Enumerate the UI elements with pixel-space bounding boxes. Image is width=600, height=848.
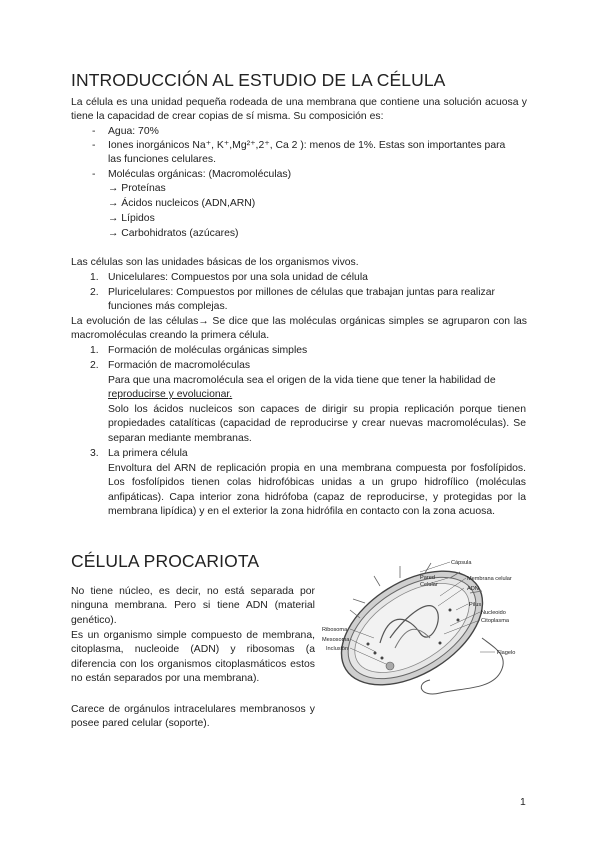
cell-body-drawing <box>321 548 503 706</box>
step-3-text: Envoltura del ARN de replicación propia en una membrana compuesta por fosfolípidos. Los fosfolípidos tienen colas hidrofóbicas unidas a un grupo hidrofílico (moléculas anfipáticas). Capa interior zona hidrófoba (capaz de reproducirse, y protegidas por la membrana lipídica) y en el exterior la zona hidrófila en contacto con la zona acuosa. <box>108 463 526 517</box>
label-pared: Pared <box>420 575 435 581</box>
label-flagelo: Flagelo <box>497 650 516 656</box>
prokaryotic-cell-diagram <box>320 548 530 706</box>
intro-paragraph: La célula es una unidad pequeña rodeada de una membrana que contiene una solución acuosa y tiene la capacidad de crear copias de sí misma. Su composición es: <box>71 97 527 123</box>
label-citoplasma: Citoplasma <box>481 618 509 624</box>
macromolecule-item: → Ácidos nucleicos (ADN,ARN) <box>108 198 256 209</box>
composition-iones-line2: las funciones celulares. <box>108 154 217 165</box>
label-nucleoido: Nucleoido <box>481 610 506 616</box>
dash-bullet: - <box>92 126 96 137</box>
list-number: 3. <box>90 448 99 459</box>
step-2-text-c: Solo los ácidos nucleicos son capaces de dirigir su propia replicación porque tienen propiedades catalíticas (capacidad de reproducirse y crear nuevas macromoléculas). Se separan mediante membranas. <box>108 404 526 444</box>
page-number: 1 <box>520 797 526 808</box>
list-number: 1. <box>90 272 99 283</box>
label-capsula: Cápsula <box>451 560 472 566</box>
macromolecule-item: → Lípidos <box>108 213 155 224</box>
macromolecule-item: → Carbohidratos (azúcares) <box>108 228 239 239</box>
units-pluricelulares-line1: Pluricelulares: Compuestos por millones de células que trabajan juntas para realizar <box>108 287 495 298</box>
step-3: La primera célula <box>108 448 188 459</box>
composition-agua: Agua: 70% <box>108 126 159 137</box>
units-intro: Las células son las unidades básicas de los organismos vivos. <box>71 257 359 268</box>
list-number: 2. <box>90 287 99 298</box>
page-title: INTRODUCCIÓN AL ESTUDIO DE LA CÉLULA <box>71 70 446 90</box>
prok-paragraph-1: No tiene núcleo, es decir, no está separada por ninguna membrana. Pero si tiene ADN (material genético). <box>71 586 315 626</box>
step-2: Formación de macromoléculas <box>108 360 251 371</box>
units-unicelulares: Unicelulares: Compuestos por una sola unidad de célula <box>108 272 368 283</box>
list-number: 1. <box>90 345 99 356</box>
label-celular: Celular <box>420 582 438 588</box>
step-2-text-b: reproducirse y evolucionar. <box>108 389 233 400</box>
composition-iones-line1: Iones inorgánicos Na⁺, K⁺,Mg²⁺,2⁺, Ca 2 ): menos de 1%. Estas son importantes para <box>108 140 506 151</box>
step-2-text-a: Para que una macromolécula sea el origen de la vida tiene que tener la habilidad de <box>108 375 496 386</box>
label-inclusion: Inclusión <box>326 646 349 652</box>
units-pluricelulares-line2: funciones más complejas. <box>108 301 228 312</box>
prok-paragraph-3: Carece de orgánulos intracelulares membranosos y posee pared celular (soporte). <box>71 704 315 730</box>
step-1: Formación de moléculas orgánicas simples <box>108 345 308 356</box>
dash-bullet: - <box>92 140 96 151</box>
dash-bullet: - <box>92 169 96 180</box>
macromolecule-item: → Proteínas <box>108 183 166 194</box>
section-title-procariota: CÉLULA PROCARIOTA <box>71 551 260 571</box>
composition-moleculas: Moléculas orgánicas: (Macromoléculas) <box>108 169 292 180</box>
list-number: 2. <box>90 360 99 371</box>
label-mesosoma: Mesosoma <box>322 637 350 643</box>
prok-paragraph-2: Es un organismo simple compuesto de membrana, citoplasma, nucleoide (ADN) y ribosomas (a diferencia con los organismos citoplasmáticos estos no están separados por una membrana). <box>71 630 315 684</box>
label-pilus: Pilus <box>469 602 482 608</box>
label-membrana: Membrana celular <box>467 576 512 582</box>
label-adn: ADN <box>467 586 479 592</box>
label-ribosoma: Ribosoma <box>322 627 348 633</box>
evolution-intro: La evolución de las células→ Se dice que las moléculas orgánicas simples se agruparon con las macromoléculas creando la primera célula. <box>71 316 527 342</box>
